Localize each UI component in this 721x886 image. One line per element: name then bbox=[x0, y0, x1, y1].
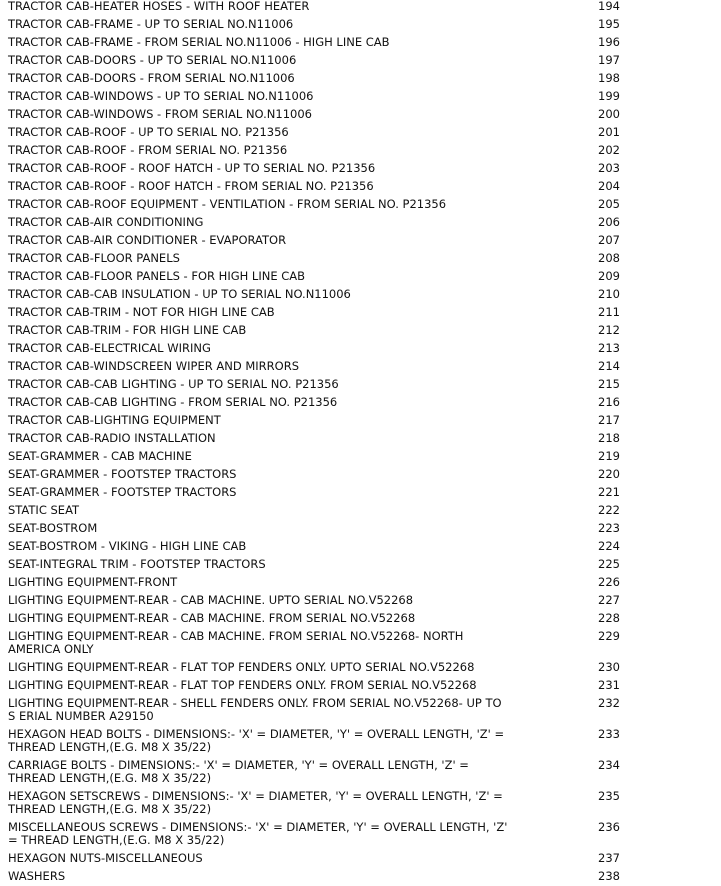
entry-title: LIGHTING EQUIPMENT-FRONT bbox=[8, 575, 178, 589]
entry-title: SEAT-BOSTROM - VIKING - HIGH LINE CAB bbox=[8, 539, 247, 553]
entry-title: HEXAGON SETSCREWS - DIMENSIONS:- 'X' = DIAMETER, 'Y' = OVERALL LENGTH, 'Z' = THREAD LENGTH,(E.G. M8 X 35/22) bbox=[8, 789, 503, 816]
entry-title: SEAT-BOSTROM bbox=[8, 521, 98, 535]
index-entry bbox=[0, 180, 721, 193]
entry-title: LIGHTING EQUIPMENT-REAR - CAB MACHINE. FROM SERIAL NO.V52268 bbox=[8, 611, 416, 625]
entry-title: TRACTOR CAB-AIR CONDITIONER - EVAPORATOR bbox=[8, 233, 287, 247]
entry-title: TRACTOR CAB-FLOOR PANELS bbox=[8, 251, 180, 265]
index-entry bbox=[0, 162, 721, 175]
entry-page-number: 218 bbox=[598, 431, 620, 445]
index-entry bbox=[0, 697, 721, 723]
entry-page-number: 219 bbox=[598, 449, 620, 463]
index-entry bbox=[0, 360, 721, 373]
entry-title: STATIC SEAT bbox=[8, 503, 80, 517]
index-entry bbox=[0, 468, 721, 481]
entry-title: TRACTOR CAB-WINDSCREEN WIPER AND MIRRORS bbox=[8, 359, 299, 373]
index-entry bbox=[0, 679, 721, 692]
entry-title: TRACTOR CAB-DOORS - UP TO SERIAL NO.N11006 bbox=[8, 53, 297, 67]
entry-title: SEAT-GRAMMER - FOOTSTEP TRACTORS bbox=[8, 485, 237, 499]
entry-page-number: 205 bbox=[598, 197, 620, 211]
entry-title: TRACTOR CAB-FRAME - FROM SERIAL NO.N11006 - HIGH LINE CAB bbox=[8, 35, 390, 49]
index-entry bbox=[0, 144, 721, 157]
index-entry bbox=[0, 504, 721, 517]
entry-page-number: 197 bbox=[598, 53, 620, 67]
index-entry bbox=[0, 54, 721, 67]
entry-page-number: 236 bbox=[598, 820, 620, 834]
entry-title: TRACTOR CAB-ROOF - UP TO SERIAL NO. P21356 bbox=[8, 125, 289, 139]
index-entry bbox=[0, 522, 721, 535]
entry-title: TRACTOR CAB-ROOF - ROOF HATCH - UP TO SERIAL NO. P21356 bbox=[8, 161, 376, 175]
entry-page-number: 222 bbox=[598, 503, 620, 517]
index-entry bbox=[0, 790, 721, 816]
entry-title: MISCELLANEOUS SCREWS - DIMENSIONS:- 'X' = DIAMETER, 'Y' = OVERALL LENGTH, 'Z' = THREAD LENGTH,(E.G. M8 X 35/22) bbox=[8, 820, 508, 847]
entry-title: LIGHTING EQUIPMENT-REAR - SHELL FENDERS ONLY. FROM SERIAL NO.V52268- UP TO S ERIAL NUMBER A29150 bbox=[8, 696, 502, 723]
entry-title: LIGHTING EQUIPMENT-REAR - FLAT TOP FENDERS ONLY. FROM SERIAL NO.V52268 bbox=[8, 678, 477, 692]
index-entry bbox=[0, 852, 721, 865]
entry-page-number: 234 bbox=[598, 758, 620, 772]
index-entry bbox=[0, 576, 721, 589]
entry-title: TRACTOR CAB-TRIM - NOT FOR HIGH LINE CAB bbox=[8, 305, 275, 319]
entry-page-number: 195 bbox=[598, 17, 620, 31]
entry-page-number: 227 bbox=[598, 593, 620, 607]
entry-title: TRACTOR CAB-FLOOR PANELS - FOR HIGH LINE CAB bbox=[8, 269, 306, 283]
entry-title: LIGHTING EQUIPMENT-REAR - FLAT TOP FENDERS ONLY. UPTO SERIAL NO.V52268 bbox=[8, 660, 475, 674]
index-entry bbox=[0, 486, 721, 499]
entry-page-number: 224 bbox=[598, 539, 620, 553]
entry-page-number: 225 bbox=[598, 557, 620, 571]
entry-page-number: 208 bbox=[598, 251, 620, 265]
entry-page-number: 223 bbox=[598, 521, 620, 535]
index-entry bbox=[0, 72, 721, 85]
index-entry bbox=[0, 759, 721, 785]
entry-title: TRACTOR CAB-HEATER HOSES - WITH ROOF HEATER bbox=[8, 0, 310, 13]
index-entry bbox=[0, 324, 721, 337]
entry-page-number: 209 bbox=[598, 269, 620, 283]
index-entry bbox=[0, 306, 721, 319]
entry-page-number: 196 bbox=[598, 35, 620, 49]
index-entry bbox=[0, 252, 721, 265]
index-entry bbox=[0, 450, 721, 463]
index-entry bbox=[0, 126, 721, 139]
index-entry bbox=[0, 661, 721, 674]
entry-title: SEAT-INTEGRAL TRIM - FOOTSTEP TRACTORS bbox=[8, 557, 266, 571]
entry-title: TRACTOR CAB-ROOF - FROM SERIAL NO. P21356 bbox=[8, 143, 288, 157]
entry-page-number: 211 bbox=[598, 305, 620, 319]
entry-page-number: 229 bbox=[598, 629, 620, 643]
entry-page-number: 215 bbox=[598, 377, 620, 391]
entry-page-number: 212 bbox=[598, 323, 620, 337]
entry-page-number: 207 bbox=[598, 233, 620, 247]
entry-title: LIGHTING EQUIPMENT-REAR - CAB MACHINE. FROM SERIAL NO.V52268- NORTH AMERICA ONLY bbox=[8, 629, 464, 656]
entry-title: TRACTOR CAB-CAB LIGHTING - FROM SERIAL NO. P21356 bbox=[8, 395, 338, 409]
index-entry bbox=[0, 270, 721, 283]
index-entry bbox=[0, 396, 721, 409]
entry-page-number: 220 bbox=[598, 467, 620, 481]
entry-title: SEAT-GRAMMER - FOOTSTEP TRACTORS bbox=[8, 467, 237, 481]
index-entry bbox=[0, 612, 721, 625]
index-entry bbox=[0, 234, 721, 247]
entry-page-number: 235 bbox=[598, 789, 620, 803]
index-entry bbox=[0, 36, 721, 49]
index-entry bbox=[0, 216, 721, 229]
entry-title: TRACTOR CAB-RADIO INSTALLATION bbox=[8, 431, 216, 445]
entry-title: LIGHTING EQUIPMENT-REAR - CAB MACHINE. UPTO SERIAL NO.V52268 bbox=[8, 593, 414, 607]
index-entry bbox=[0, 342, 721, 355]
entry-page-number: 199 bbox=[598, 89, 620, 103]
entry-title: HEXAGON NUTS-MISCELLANEOUS bbox=[8, 851, 203, 865]
entry-title: HEXAGON HEAD BOLTS - DIMENSIONS:- 'X' = DIAMETER, 'Y' = OVERALL LENGTH, 'Z' = THREAD LENGTH,(E.G. M8 X 35/22) bbox=[8, 727, 505, 754]
entry-page-number: 237 bbox=[598, 851, 620, 865]
entry-page-number: 204 bbox=[598, 179, 620, 193]
index-entry bbox=[0, 594, 721, 607]
index-entry bbox=[0, 630, 721, 656]
entry-title: TRACTOR CAB-WINDOWS - UP TO SERIAL NO.N11006 bbox=[8, 89, 314, 103]
entry-page-number: 221 bbox=[598, 485, 620, 499]
entry-page-number: 228 bbox=[598, 611, 620, 625]
entry-title: TRACTOR CAB-DOORS - FROM SERIAL NO.N11006 bbox=[8, 71, 295, 85]
index-entry bbox=[0, 378, 721, 391]
index-entry bbox=[0, 198, 721, 211]
entry-page-number: 203 bbox=[598, 161, 620, 175]
index-entry bbox=[0, 540, 721, 553]
entry-page-number: 210 bbox=[598, 287, 620, 301]
entry-title: TRACTOR CAB-LIGHTING EQUIPMENT bbox=[8, 413, 221, 427]
entry-title: TRACTOR CAB-WINDOWS - FROM SERIAL NO.N11006 bbox=[8, 107, 312, 121]
entry-page-number: 201 bbox=[598, 125, 620, 139]
entry-page-number: 216 bbox=[598, 395, 620, 409]
entry-title: TRACTOR CAB-AIR CONDITIONING bbox=[8, 215, 204, 229]
index-entry bbox=[0, 414, 721, 427]
entry-page-number: 200 bbox=[598, 107, 620, 121]
entry-page-number: 238 bbox=[598, 869, 620, 883]
entry-title: TRACTOR CAB-ELECTRICAL WIRING bbox=[8, 341, 211, 355]
entry-page-number: 214 bbox=[598, 359, 620, 373]
entry-page-number: 230 bbox=[598, 660, 620, 674]
entry-page-number: 206 bbox=[598, 215, 620, 229]
entry-title: SEAT-GRAMMER - CAB MACHINE bbox=[8, 449, 192, 463]
index-entry bbox=[0, 432, 721, 445]
index-entry bbox=[0, 18, 721, 31]
entry-title: CARRIAGE BOLTS - DIMENSIONS:- 'X' = DIAMETER, 'Y' = OVERALL LENGTH, 'Z' = THREAD LENGTH,(E.G. M8 X 35/22) bbox=[8, 758, 469, 785]
entry-title: TRACTOR CAB-ROOF EQUIPMENT - VENTILATION - FROM SERIAL NO. P21356 bbox=[8, 197, 447, 211]
entry-page-number: 231 bbox=[598, 678, 620, 692]
index-entry bbox=[0, 870, 721, 883]
entry-page-number: 194 bbox=[598, 0, 620, 13]
index-entry bbox=[0, 0, 721, 13]
entry-page-number: 213 bbox=[598, 341, 620, 355]
entry-title: TRACTOR CAB-FRAME - UP TO SERIAL NO.N11006 bbox=[8, 17, 294, 31]
index-entry bbox=[0, 728, 721, 754]
index-entry bbox=[0, 288, 721, 301]
entry-title: WASHERS bbox=[8, 869, 66, 883]
entry-title: TRACTOR CAB-ROOF - ROOF HATCH - FROM SERIAL NO. P21356 bbox=[8, 179, 374, 193]
index-entry bbox=[0, 108, 721, 121]
entry-page-number: 226 bbox=[598, 575, 620, 589]
index-entry bbox=[0, 90, 721, 103]
entry-page-number: 198 bbox=[598, 71, 620, 85]
entry-page-number: 217 bbox=[598, 413, 620, 427]
index-entry bbox=[0, 558, 721, 571]
entry-page-number: 232 bbox=[598, 696, 620, 710]
entry-page-number: 202 bbox=[598, 143, 620, 157]
entry-page-number: 233 bbox=[598, 727, 620, 741]
entry-title: TRACTOR CAB-CAB INSULATION - UP TO SERIAL NO.N11006 bbox=[8, 287, 351, 301]
entry-title: TRACTOR CAB-CAB LIGHTING - UP TO SERIAL NO. P21356 bbox=[8, 377, 339, 391]
entry-title: TRACTOR CAB-TRIM - FOR HIGH LINE CAB bbox=[8, 323, 247, 337]
index-entry bbox=[0, 821, 721, 847]
